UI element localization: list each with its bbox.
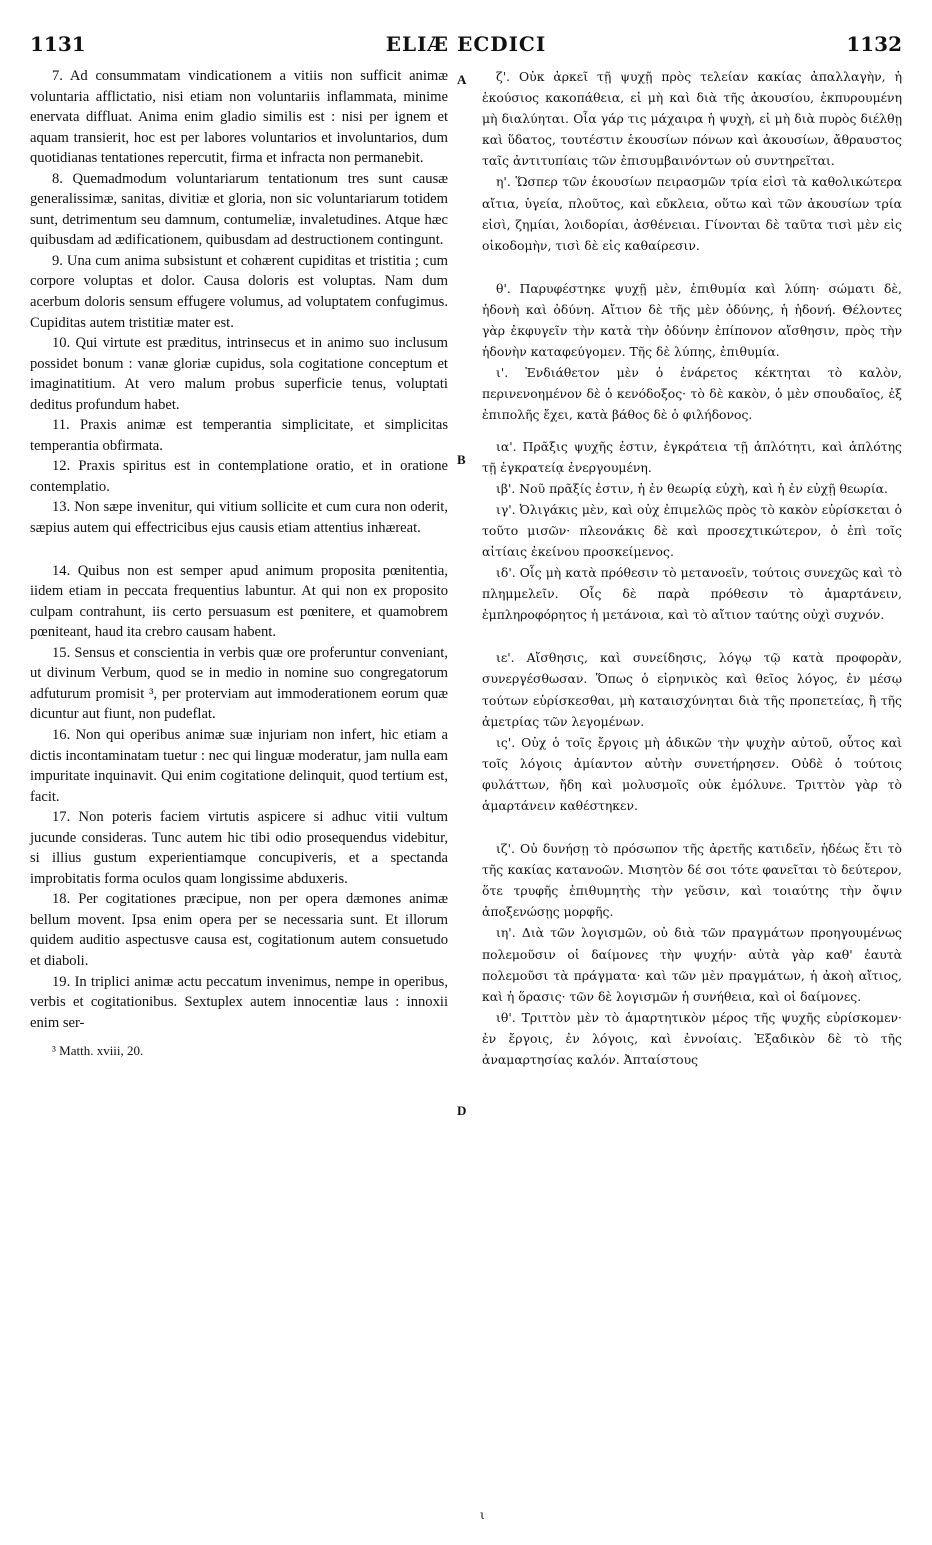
greek-paragraph-14: ιδ'. Οἷς μὴ κατὰ πρόθεσιν τὸ μετανοεῖν, τούτοις συνεχῶς καὶ τὸ πλημμελεῖν. Οἷς δὲ παρὰ πρόθεσιν τὸ ἁμαρτάνειν, ἐμπληροφόρητος ἡ μετάνοια, καὶ τὸ αἴτιον ταύτης οὐχὶ συχνόν. (482, 565, 902, 623)
greek-paragraph-10: ι'. Ἐνδιάθετον μὲν ὁ ἐνάρετος κέκτηται τὸ καλὸν, περινενοημένον δὲ ὁ κενόδοξος· τὸ δὲ κακὸν, ὁ μὲν σπουδαῖος, ἐξ ἐπιπολῆς ἔχει, κατὰ βάθος δὲ ὁ φιλήδονος. (482, 365, 902, 423)
latin-column (30, 66, 448, 1062)
latin-paragraph-12: 12. Praxis spiritus est in contemplatione oratio, et in oratione contemplatio. (30, 458, 448, 495)
greek-column (482, 66, 902, 1070)
latin-paragraph-11: 11. Praxis animæ est temperantia simplicitate, et simplicitas temperantia obfirmata. (30, 417, 448, 454)
page-number-right: 1132 (846, 32, 902, 56)
margin-letter-d: D (457, 1103, 467, 1118)
latin-paragraph-8: 8. Quemadmodum voluntariarum tentationum tres sunt causæ generalissimæ, sanitas, divitiæ et gloria, non sic voluntariarum totidem sunt, detrimentum seu damnum, contumeliæ, invaletudines. Atque hæc quibusdam ad ædificationem, quibusdam ad destructionem contingunt. (30, 170, 448, 249)
greek-paragraph-13: ιγ'. Ὀλιγάκις μὲν, καὶ οὐχ ἐπιμελῶς πρὸς τὸ κακὸν εὑρίσκεται ὁ τοῦτο μισῶν· πλεονάκις δὲ καὶ προσεχτικώτερον, ὁ ἐπὶ τοῖς αἰτίαις ἐκείνου προσκείμενος. (482, 501, 902, 559)
page-header (30, 28, 902, 58)
greek-paragraph-15: ιε'. Αἴσθησις, καὶ συνείδησις, λόγῳ τῷ κατὰ προφορὰν, συνεργέσθωσαν. Ὅπως ὁ εἰρηνικὸς καὶ θεῖος λόγος, ἐν μέσῳ τούτων εὑρίσκεσθαι, μὴ καταισχύνηται διὰ τῆς προπετείας, ἢ τῆς ἀμετρίας τῶν λεγομένων. (482, 650, 902, 729)
latin-paragraph-13: 13. Non sæpe invenitur, qui vitium sollicite et cum cura non oderit, sæpius autem qui effectricibus ejus causis etiam attentius inhæreat. (30, 499, 448, 537)
greek-paragraph-12: ιβ'. Νοῦ πρᾶξίς ἐστιν, ἡ ἐν θεωρίᾳ εὐχὴ, καὶ ἡ ἐν εὐχῇ θεωρία. (496, 480, 888, 496)
greek-paragraph-18: ιη'. Διὰ τῶν λογισμῶν, οὐ διὰ τῶν πραγμάτων προηγουμένως πολεμοῦσιν οἱ δαίμονες τὴν ψυχήν· αὐτὰ γὰρ καθ' ἑαυτὰ πολεμοῦσι τὰ πράγματα· καὶ τῶν μὲν πραγμάτων, ἡ ἀκοὴ αἴτιος, καὶ ἡ ὅρασις· τῶν δὲ λογισμῶν ἡ συνήθεια, καὶ οἱ δαίμονες. (482, 925, 902, 1004)
latin-paragraph-7: 7. Ad consummatam vindicationem a vitiis non sufficit animæ voluntaria afflictatio, nisi etiam non voluntariis inflammata, minime enervata diffluat. Anima enim gladio similis est : nisi per ignem et aquam transierit, hoc est per labores voluntarios et involuntarios, dum quotidianas tentationes repercutit, firma et infracta non permanebit. (30, 68, 448, 167)
greek-paragraph-9: θ'. Παρυφέστηκε ψυχῇ μὲν, ἐπιθυμία καὶ λύπη· σώματι δὲ, ἡδονὴ καὶ ὀδύνη. Αἴτιον δὲ τῆς μὲν ὀδύνης, ἡ ἡδονή. Θέλοντες γὰρ ἐκφυγεῖν τὴν κατὰ τὴν ὀδύνην ἐπίπονον αἴσθησιν, πρὸς τὴν ἡδονὴν καταφεύγομεν. Τῆς δὲ λύπης, ἐπιθυμία. (482, 280, 902, 360)
margin-letter-b: B (457, 452, 466, 467)
latin-paragraph-9: 9. Una cum anima subsistunt et cohærent cupiditas et tristitia ; cum corpore voluptas et dolor. Causa doloris est voluptas. Nam dum acerbum doloris sensum effugere volumus, ad voluptatem confugimus. Cupiditas autem tristitiæ mater est. (30, 252, 448, 331)
footnote: ³ Matth. xviii, 20. (52, 1043, 144, 1059)
page-number-left: 1131 (30, 32, 86, 56)
latin-paragraph-17: 17. Non poteris faciem virtutis aspicere si adhuc vitii vultum jucunde consideras. Tunc autem hic tibi odio prosequendus videbitur, si illius gustum experientiamque concupiveris, et a spectanda improbitatis forma oculos quam longissime abduxeris. (30, 809, 448, 887)
greek-paragraph-11: ια'. Πρᾶξις ψυχῆς ἐστιν, ἐγκράτεια τῇ ἁπλότητι, καὶ ἁπλότης τῇ ἐγκρατείᾳ ἐνεργουμένη. (482, 438, 902, 475)
margin-letter-a: A (457, 72, 467, 87)
running-title: ELIÆ ECDICI (385, 32, 547, 56)
greek-paragraph-17: ιζ'. Οὐ δυνήσῃ τὸ πρόσωπον τῆς ἀρετῆς κατιδεῖν, ἡδέως ἔτι τὸ τῆς κακίας κατανοῶν. Μισητὸν δέ σοι τότε φανεῖται τὸ δεύτερον, ὅτε τρυφῆς ἐπιθυμητὴς τὴν γεῦσιν, καὶ τοιαύτης τὴν ὄψιν ἀποξενώσῃς μορφῆς. (482, 841, 902, 920)
latin-paragraph-18: 18. Per cogitationes præcipue, non per opera dæmones animæ bellum movent. Ipsa enim opera per se necessaria sunt. Et illorum quidem auditio aspectusve causa est, cogitationum autem consuetudo et diaboli. (30, 891, 448, 969)
latin-paragraph-16: 16. Non qui operibus animæ suæ injuriam non infert, hic etiam a dictis incontaminatam tuetur : nec qui linguæ moderatur, jam nulla eam impuritate inquinavit. Qui enim cogitatione delinquit, quod tertium est, facit. (30, 726, 448, 805)
latin-paragraph-15: 15. Sensus et conscientia in verbis quæ ore proferuntur conveniant, ut divinum Verbum, quod se in medio in nomine suo congregatorum adfuturum promisit ³, per proterviam aut immoderationem eorum quæ dicuntur aut fiunt, non pudeflat. (30, 644, 448, 723)
greek-paragraph-8: η'. Ὥσπερ τῶν ἑκουσίων πειρασμῶν τρία εἰσὶ τὰ καθολικώτερα αἴτια, ὑγεία, πλοῦτος, καὶ εὔκλεια, οὕτω καὶ τῶν ἀκουσίων τρία εἰσὶ, ζημίαι, λοιδορίαι, ἀσθένειαι. Γίνονται δὲ ταῦτα τισὶ μὲν εἰς οἰκοδομὴν, τισὶ δὲ εἰς καθαίρεσιν. (482, 174, 902, 253)
latin-paragraph-10: 10. Qui virtute est præditus, intrinsecus et in animo suo inclusum possidet bonum : vanæ gloriæ cupidus, sola cogitatione conceptum et imaginatitium. At vero malum probus superficie tenus, voluptati deditus profundum habet. (30, 335, 448, 413)
latin-paragraph-14: 14. Quibus non est semper apud animum proposita pœnitentia, iidem etiam in peccata frequentius labuntur. At qui non ex proposito culpam contrahunt, iis certo persuasum est pœnitere, et quamobrem pœniteant, haud ita crebro causam habent. (30, 562, 448, 641)
greek-paragraph-7: ζ'. Οὐκ ἀρκεῖ τῇ ψυχῇ πρὸς τελείαν κακίας ἀπαλλαγὴν, ἡ ἑκούσιος κακοπάθεια, εἰ μὴ καὶ διὰ τῆς ἀκουσίου, ἐκπυρουμένη μὴ διαλύηται. Οἷα γάρ τις μάχαιρα ἡ ψυχὴ, εἰ μὴ διὰ πυρὸς διέλθῃ καὶ ὕδατος, τουτέστιν ἑκουσίων πόνων καὶ ἀκουσίων, ἄθραυστος ταῖς ἀντιτυπίαις τῶν ἐπισυμβαινόντων οὐ συντηρεῖται. (482, 69, 902, 169)
greek-paragraph-16: ις'. Οὐχ ὁ τοῖς ἔργοις μὴ ἀδικῶν τὴν ψυχὴν αὐτοῦ, οὗτος καὶ τοῖς λόγοις ἀμίαντον αὐτὴν συνετήρησεν. Οὐδὲ ὁ τούτοις φυλάττων, ἤδη καὶ μολυσμοῖς οὐκ ἐμόλυνε. Τριττὸν γὰρ τὸ ἁμαρτάνειν καθέστηκεν. (482, 734, 902, 813)
greek-paragraph-19: ιθ'. Τριττὸν μὲν τὸ ἁμαρτητικὸν μέρος τῆς ψυχῆς εὑρίσκομεν· ἐν ἔργοις, ἐν λόγοις, καὶ ἐννοίαις. Ἑξαδικὸν δὲ τὸ τῆς ἀναμαρτησίας καλόν. Ἀπταίστους (482, 1009, 902, 1068)
stray-mark: ι (480, 1508, 485, 1522)
latin-paragraph-19: 19. In triplici animæ actu peccatum invenimus, nempe in operibus, verbis et cogitationibus. Sextuplex autem innocentiæ laus : innoxii enim ser- (30, 973, 448, 1031)
